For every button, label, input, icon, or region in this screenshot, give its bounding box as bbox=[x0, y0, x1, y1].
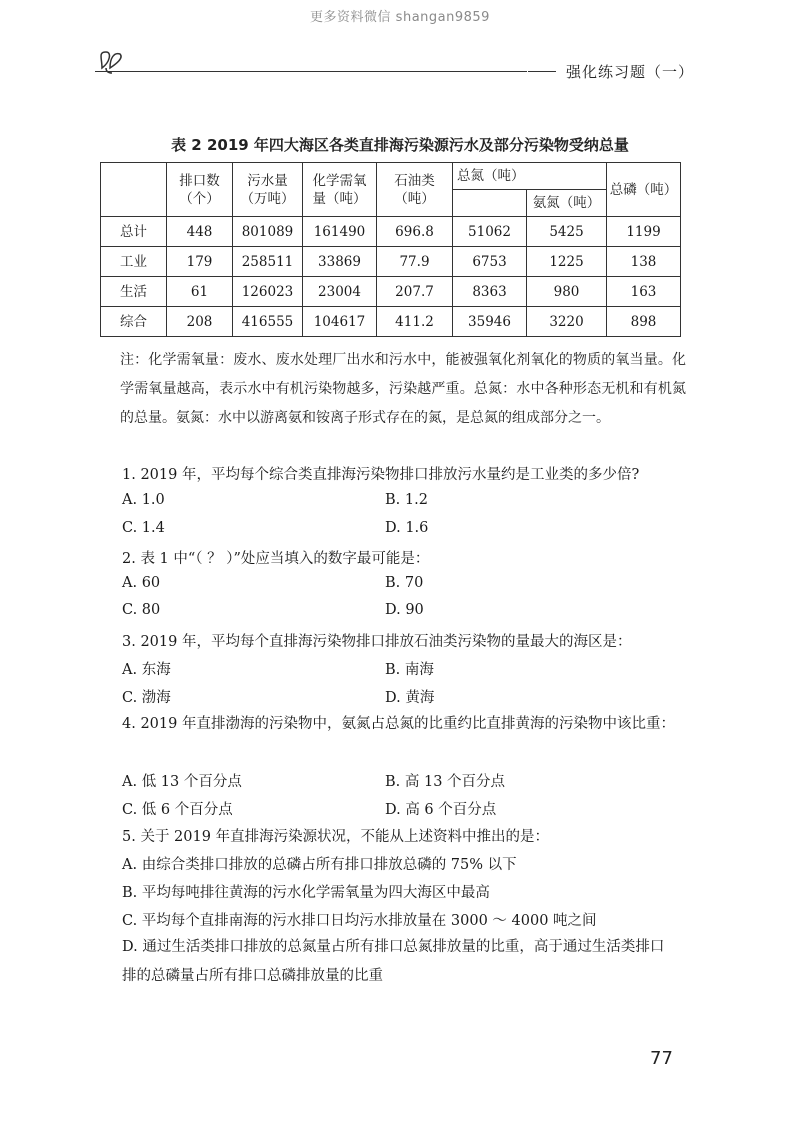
header-rule-end bbox=[528, 71, 556, 72]
question-1-stem: 1. 2019 年，平均每个综合类直排海污染物排口排放污水量约是工业类的多少倍? bbox=[122, 467, 640, 483]
cell-cod: 33869 bbox=[303, 247, 377, 277]
cell-tp: 163 bbox=[607, 277, 681, 307]
question-4-option-c[interactable]: C. 低 6 个百分点 bbox=[122, 802, 233, 818]
table-header-row bbox=[101, 163, 681, 190]
question-3-option-d[interactable]: D. 黄海 bbox=[385, 690, 435, 706]
question-1-option-a[interactable]: A. 1.0 bbox=[122, 492, 165, 508]
header-outlets: 排口数 （个） bbox=[167, 163, 233, 217]
question-3-option-b[interactable]: B. 南海 bbox=[385, 662, 434, 678]
cell-oil: 207.7 bbox=[377, 277, 453, 307]
table-row bbox=[101, 247, 681, 277]
cell-tp: 1199 bbox=[607, 217, 681, 247]
question-5-option-a[interactable]: A. 由综合类排口排放的总磷占所有排口排放总磷的 75% 以下 bbox=[122, 857, 517, 873]
header-ammonia: 氨氮（吨） bbox=[527, 190, 607, 217]
cell-tn: 6753 bbox=[453, 247, 527, 277]
header-tn-spacer bbox=[453, 190, 527, 217]
cell-oil: 696.8 bbox=[377, 217, 453, 247]
question-3-option-c[interactable]: C. 渤海 bbox=[122, 690, 171, 706]
data-table bbox=[100, 162, 681, 337]
table-row bbox=[101, 307, 681, 337]
question-2-option-c[interactable]: C. 80 bbox=[122, 602, 161, 618]
row-label: 总计 bbox=[101, 217, 167, 247]
cell-sewage: 126023 bbox=[233, 277, 303, 307]
header-corner-cell bbox=[101, 163, 167, 217]
question-3-stem: 3. 2019 年，平均每个直排海污染物排口排放石油类污染物的量最大的海区是： bbox=[122, 634, 632, 650]
cell-sewage: 258511 bbox=[233, 247, 303, 277]
cell-tn: 51062 bbox=[453, 217, 527, 247]
question-1-option-d[interactable]: D. 1.6 bbox=[385, 520, 429, 536]
table-title: 表 2 2019 年四大海区各类直排海污染源污水及部分污染物受纳总量 bbox=[171, 136, 629, 154]
header-sewage: 污水量 （万吨） bbox=[233, 163, 303, 217]
question-5-stem: 5. 关于 2019 年直排海污染源状况，不能从上述资料中推出的是： bbox=[122, 829, 550, 845]
header-total-nitrogen: 总氮（吨） bbox=[453, 163, 607, 190]
cell-oil: 411.2 bbox=[377, 307, 453, 337]
cell-outlets: 208 bbox=[167, 307, 233, 337]
watermark: 更多资料微信 shangan9859 bbox=[310, 10, 490, 25]
question-3-option-a[interactable]: A. 东海 bbox=[122, 662, 171, 678]
cell-tp: 138 bbox=[607, 247, 681, 277]
question-5-option-d[interactable]: D. 通过生活类排口排放的总氮量占所有排口总氮排放量的比重，高于通过生活类排口排的总磷量占所有排口总磷排放量的比重 bbox=[122, 939, 665, 984]
cell-cod: 161490 bbox=[303, 217, 377, 247]
cell-tn: 35946 bbox=[453, 307, 527, 337]
question-2-option-a[interactable]: A. 60 bbox=[122, 575, 161, 591]
cell-cod: 104617 bbox=[303, 307, 377, 337]
question-2-option-d[interactable]: D. 90 bbox=[385, 602, 424, 618]
question-1-option-c[interactable]: C. 1.4 bbox=[122, 520, 165, 536]
cell-ammonia: 1225 bbox=[527, 247, 607, 277]
cell-outlets: 61 bbox=[167, 277, 233, 307]
cell-ammonia: 3220 bbox=[527, 307, 607, 337]
cell-oil: 77.9 bbox=[377, 247, 453, 277]
cell-sewage: 416555 bbox=[233, 307, 303, 337]
question-4-option-b[interactable]: B. 高 13 个百分点 bbox=[385, 774, 506, 790]
header-cod: 化学需氧 量（吨） bbox=[303, 163, 377, 217]
question-1-option-b[interactable]: B. 1.2 bbox=[385, 492, 428, 508]
cell-outlets: 179 bbox=[167, 247, 233, 277]
page-number: 77 bbox=[650, 1048, 673, 1069]
question-4-option-d[interactable]: D. 高 6 个百分点 bbox=[385, 802, 497, 818]
table-note: 注：化学需氧量：废水、废水处理厂出水和污水中，能被强氧化剂氧化的物质的氧当量。化学需氧量越高，表示水中有机污染物越多，污染越严重。总氮：水中各种形态无机和有机氮的总量。氨氮：水中以游离氨和铵离子形式存在的氮，是总氮的组成部分之一。 bbox=[120, 352, 686, 426]
header-total-phosphorus: 总磷（吨） bbox=[607, 163, 681, 217]
question-2-stem: 2. 表 1 中“（ ？ ）”处应当填入的数字最可能是： bbox=[122, 551, 430, 567]
row-label: 工业 bbox=[101, 247, 167, 277]
header-rule bbox=[95, 71, 527, 72]
row-label: 生活 bbox=[101, 277, 167, 307]
cell-tn: 8363 bbox=[453, 277, 527, 307]
cell-cod: 23004 bbox=[303, 277, 377, 307]
cell-ammonia: 980 bbox=[527, 277, 607, 307]
question-5-option-b[interactable]: B. 平均每吨排往黄海的污水化学需氧量为四大海区中最高 bbox=[122, 885, 490, 901]
question-5-option-c[interactable]: C. 平均每个直排南海的污水排口日均污水排放量在 3000 ～ 4000 吨之间 bbox=[122, 913, 597, 929]
cell-sewage: 801089 bbox=[233, 217, 303, 247]
header-oil: 石油类 （吨） bbox=[377, 163, 453, 217]
question-4-option-a[interactable]: A. 低 13 个百分点 bbox=[122, 774, 242, 790]
cell-ammonia: 5425 bbox=[527, 217, 607, 247]
row-label: 综合 bbox=[101, 307, 167, 337]
table-row bbox=[101, 217, 681, 247]
question-2-option-b[interactable]: B. 70 bbox=[385, 575, 424, 591]
question-4-stem: 4. 2019 年直排渤海的污染物中，氨氮占总氮的比重约比直排黄海的污染物中该比重： bbox=[122, 716, 675, 732]
table-row bbox=[101, 277, 681, 307]
section-title: 强化练习题（一） bbox=[566, 63, 695, 81]
cell-outlets: 448 bbox=[167, 217, 233, 247]
cell-tp: 898 bbox=[607, 307, 681, 337]
